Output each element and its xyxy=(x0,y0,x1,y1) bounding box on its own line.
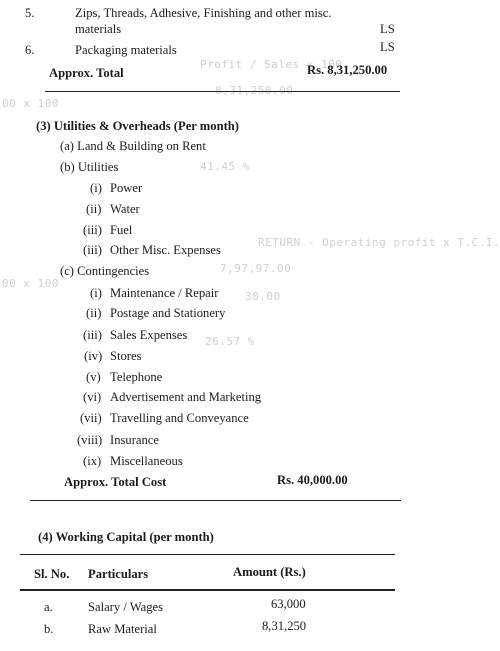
table-cell-particular: Salary / Wages xyxy=(88,600,163,614)
subitem-number: (ix) xyxy=(83,454,102,468)
section-heading: (3) Utilities & Overheads (Per month) xyxy=(36,119,239,133)
table-cell-particular: Raw Material xyxy=(88,622,157,636)
subitem-number: (ii) xyxy=(86,306,102,320)
divider xyxy=(30,500,401,501)
subitem-number: (iii) xyxy=(83,223,102,237)
bleed-through-text: 41.45 % xyxy=(200,160,250,173)
subitem-text: Other Misc. Expenses xyxy=(110,243,221,257)
subitem-number: (viii) xyxy=(77,433,103,447)
column-header-amount: Amount (Rs.) xyxy=(233,565,306,579)
subitem-number: (vii) xyxy=(80,411,102,425)
item-amount: LS xyxy=(380,22,395,36)
subitem-text: Maintenance / Repair xyxy=(110,286,219,300)
table-cell-amount: 63,000 xyxy=(271,597,306,611)
item-number: 5. xyxy=(25,6,35,20)
table-cell-sl-no: b. xyxy=(44,622,54,636)
bleed-through-text: 26.57 % xyxy=(205,335,255,348)
subitem-number: (iv) xyxy=(84,349,103,363)
subitem-text: Power xyxy=(110,181,143,195)
list-item: (c) Contingencies xyxy=(60,264,150,278)
table-header-rule xyxy=(20,589,395,591)
approx-total-cost-label: Approx. Total Cost xyxy=(64,475,167,489)
subitem-number: (iii) xyxy=(83,243,102,257)
bleed-through-text: 00 x 100 xyxy=(2,277,59,290)
list-item: (b) Utilities xyxy=(60,160,119,174)
subitem-text: Advertisement and Marketing xyxy=(110,390,262,404)
approx-total-value: Rs. 8,31,250.00 xyxy=(307,63,388,77)
table-cell-sl-no: a. xyxy=(44,600,53,614)
bleed-through-text: 8,31,250.00 xyxy=(215,84,294,97)
item-description: Zips, Threads, Adhesive, Finishing and other misc. xyxy=(75,6,332,20)
subitem-number: (v) xyxy=(86,370,101,384)
divider xyxy=(45,91,400,92)
subitem-text: Telephone xyxy=(110,370,163,384)
subitem-text: Fuel xyxy=(110,223,133,237)
bleed-through-text: 7,97,97.00 xyxy=(220,262,292,275)
bleed-through-text: 30.00 xyxy=(245,290,281,303)
subitem-text: Water xyxy=(110,202,140,216)
subitem-text: Postage and Stationery xyxy=(110,306,226,320)
subitem-text: Miscellaneous xyxy=(110,454,183,468)
table-top-rule xyxy=(20,554,395,555)
subitem-text: Stores xyxy=(110,349,142,363)
table-cell-amount: 8,31,250 xyxy=(262,619,307,633)
approx-total-cost-value: Rs. 40,000.00 xyxy=(277,473,348,487)
item-description: Packaging materials xyxy=(75,43,177,57)
subitem-text: Insurance xyxy=(110,433,159,447)
section-heading: (4) Working Capital (per month) xyxy=(38,530,214,544)
item-number: 6. xyxy=(25,43,35,57)
subitem-number: (i) xyxy=(90,181,102,195)
bleed-through-text: RETURN - Operating profit x T.C.I. xyxy=(258,236,500,249)
approx-total-label: Approx. Total xyxy=(49,66,124,80)
list-item: (a) Land & Building on Rent xyxy=(60,139,206,153)
subitem-number: (i) xyxy=(90,286,102,300)
subitem-number: (iii) xyxy=(83,328,102,342)
subitem-text: Travelling and Conveyance xyxy=(110,411,249,425)
subitem-number: (vi) xyxy=(83,390,102,404)
bleed-through-text: Profit / Sales x 100 xyxy=(200,58,343,71)
column-header-particulars: Particulars xyxy=(88,567,149,581)
subitem-text: Sales Expenses xyxy=(110,328,188,342)
column-header-sl-no: Sl. No. xyxy=(34,567,70,581)
item-amount: LS xyxy=(380,40,395,54)
subitem-number: (ii) xyxy=(86,202,102,216)
item-description-continued: materials xyxy=(75,22,122,36)
bleed-through-text: 00 x 100 xyxy=(2,97,59,110)
